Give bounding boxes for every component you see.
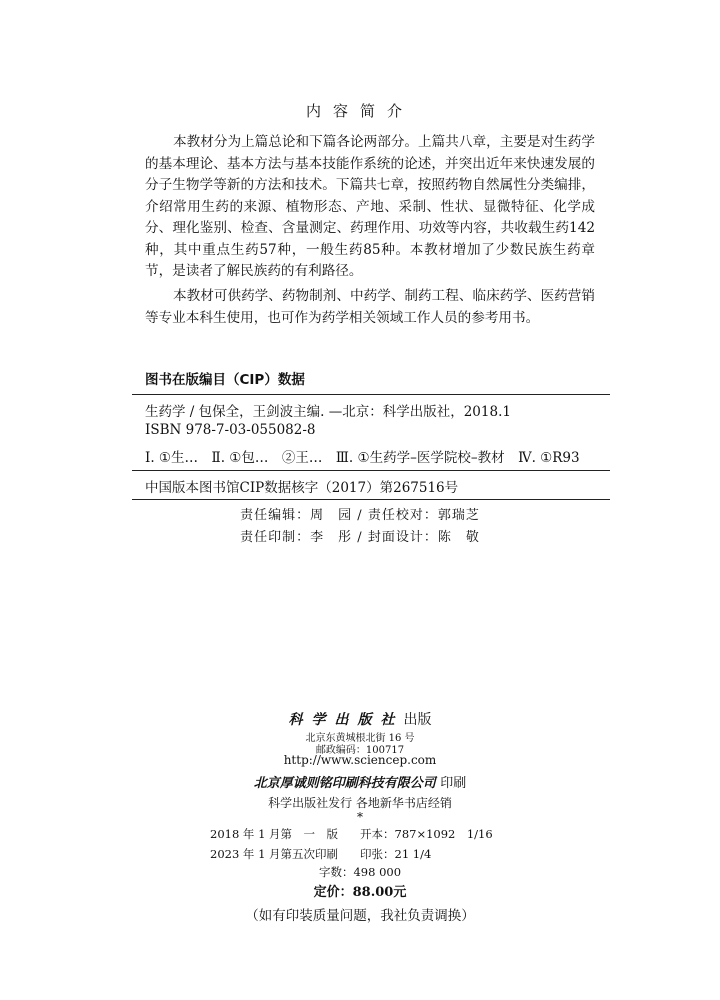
publisher-website: http://www.sciencep.com [283,753,437,767]
credits-line-2: 责任印制：李 彤 / 封面设计：陈 敬 [240,530,480,545]
quality-notice: （如有印装质量问题，我社负责调换） [245,908,475,924]
publisher-address: 北京东黄城根北街 16 号 [305,733,415,744]
credits-line-1: 责任编辑：周 园 / 责任校对：郭瑞芝 [240,508,480,523]
publisher-logo-text: 科学出版社 [288,712,404,728]
cip-line-record: 中国版本图书馆CIP数据核字（2017）第267516号 [145,480,459,496]
printer-suffix: 印刷 [440,776,467,791]
publisher-name [0,709,720,729]
divider [132,499,610,500]
separator-star: * [357,810,363,824]
printing-row [0,846,720,862]
cip-line-classification: Ⅰ. ①生… Ⅱ. ①包… ②王… Ⅲ. ①生药学–医学院校–教材 Ⅳ. ①R93 [145,450,580,466]
divider [132,394,610,395]
publisher-suffix: 出版 [403,712,432,728]
publisher-postcode: 邮政编码：100717 [315,745,405,756]
intro-title: 内容简介 [305,102,414,120]
edition-date: 2018 年 1 月第 一 版 [210,827,339,841]
format-size: 开本：787×1092 1/16 [360,827,493,841]
intro-paragraph-2: 本教材可供药学、药物制剂、中药学、制药工程、临床药学、医药营销等专业本科生使用，也可作为药学相关领域工作人员的参考用书。 [145,288,595,326]
printer-logo-text: 北京厚诚则铭印刷科技有限公司 [253,776,436,791]
word-count: 字数：498 000 [318,865,402,879]
intro-paragraph-1: 本教材分为上篇总论和下篇各论两部分。上篇共八章，主要是对生药学的基本理论、基本方法与基本技能作系统的论述，并突出近年来快速发展的分子生物学等新的方法和技术。下篇共七章，按照药物自然属性分类编排，介绍常用生药的来源、植物形态、产地、采制、性状、显微特征、化学成分、理化鉴别、检查、含量测定、药理作用、功效等内容，共收载生药142种，其中重点生药57种，一般生药85种。本教材增加了少数民族生药章节，是读者了解民族药的有利路径。 [145,134,595,279]
cip-header: 图书在版编目（CIP）数据 [145,372,305,388]
distribution: 科学出版社发行 各地新华书店经销 [268,796,452,810]
divider [132,470,610,471]
printing-date: 2023 年 1 月第五次印刷 [210,847,339,861]
cip-line-title: 生药学 / 包保全，王剑波主编. —北京：科学出版社，2018.1 [145,404,511,420]
printed-sheets: 印张：21 1/4 [360,847,432,861]
price: 定价：88.00元 [313,885,407,900]
cip-line-isbn: ISBN 978-7-03-055082-8 [145,422,316,438]
printer-name [0,772,720,791]
edition-row [0,826,720,842]
